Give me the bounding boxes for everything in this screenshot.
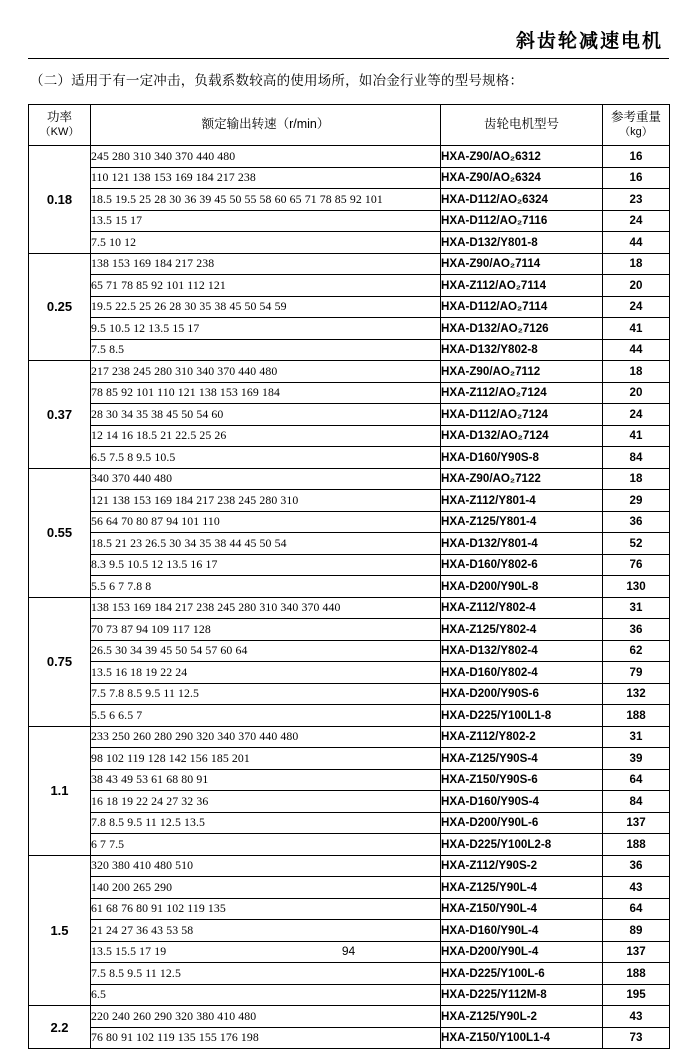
weight-cell: 24 <box>603 296 670 318</box>
weight-cell: 137 <box>603 941 670 963</box>
model-cell: HXA-Z112/Y801-4 <box>441 490 603 512</box>
speed-cell: 138 153 169 184 217 238 <box>91 253 441 275</box>
model-cell: HXA-Z90/AO₂7112 <box>441 361 603 383</box>
model-cell: HXA-Z125/Y90L-4 <box>441 877 603 899</box>
table-header <box>29 105 670 146</box>
table-row <box>29 963 670 985</box>
weight-cell: 73 <box>603 1027 670 1049</box>
speed-cell: 9.5 10.5 12 13.5 15 17 <box>91 318 441 340</box>
speed-cell: 8.3 9.5 10.5 12 13.5 16 17 <box>91 554 441 576</box>
power-cell: 2.2 <box>29 1006 91 1049</box>
column-header-speed: 额定输出转速（r/min） <box>91 105 441 146</box>
table-row <box>29 812 670 834</box>
model-cell: HXA-D225/Y100L-6 <box>441 963 603 985</box>
model-cell: HXA-Z112/Y90S-2 <box>441 855 603 877</box>
model-cell: HXA-D160/Y90L-4 <box>441 920 603 942</box>
table-row <box>29 898 670 920</box>
table-row <box>29 511 670 533</box>
table-row <box>29 447 670 469</box>
weight-cell: 137 <box>603 812 670 834</box>
table-row <box>29 683 670 705</box>
model-cell: HXA-D200/Y90S-6 <box>441 683 603 705</box>
model-cell: HXA-D112/AO₂7124 <box>441 404 603 426</box>
speed-cell: 13.5 15.5 17 19 <box>91 941 441 963</box>
weight-cell: 89 <box>603 920 670 942</box>
table-row <box>29 318 670 340</box>
table-row <box>29 339 670 361</box>
speed-cell: 6.5 7.5 8 9.5 10.5 <box>91 447 441 469</box>
speed-cell: 7.5 7.8 8.5 9.5 11 12.5 <box>91 683 441 705</box>
column-header-weight <box>603 105 670 146</box>
speed-cell: 233 250 260 280 290 320 340 370 440 480 <box>91 726 441 748</box>
model-cell: HXA-Z112/AO₂7124 <box>441 382 603 404</box>
model-cell: HXA-Z125/Y802-4 <box>441 619 603 641</box>
model-cell: HXA-D112/AO₂7114 <box>441 296 603 318</box>
weight-cell: 24 <box>603 404 670 426</box>
weight-cell: 188 <box>603 963 670 985</box>
model-cell: HXA-D225/Y100L1-8 <box>441 705 603 727</box>
speed-cell: 38 43 49 53 61 68 80 91 <box>91 769 441 791</box>
table-row <box>29 232 670 254</box>
weight-cell: 130 <box>603 576 670 598</box>
speed-cell: 13.5 15 17 <box>91 210 441 232</box>
speed-cell: 5.5 6 7 7.8 8 <box>91 576 441 598</box>
speed-cell: 6 7 7.5 <box>91 834 441 856</box>
weight-cell: 20 <box>603 382 670 404</box>
speed-cell: 98 102 119 128 142 156 185 201 <box>91 748 441 770</box>
speed-cell: 138 153 169 184 217 238 245 280 310 340 370 440 <box>91 597 441 619</box>
weight-cell: 52 <box>603 533 670 555</box>
table-row <box>29 167 670 189</box>
table-row <box>29 275 670 297</box>
page-header-title: 斜齿轮减速电机 <box>515 31 663 52</box>
speed-cell: 7.5 10 12 <box>91 232 441 254</box>
column-header-weight-label: 参考重量 <box>610 110 661 125</box>
model-cell: HXA-Z90/AO₂6312 <box>441 146 603 168</box>
weight-cell: 44 <box>603 339 670 361</box>
speed-cell: 28 30 34 35 38 45 50 54 60 <box>91 404 441 426</box>
speed-cell: 26.5 30 34 39 45 50 54 57 60 64 <box>91 640 441 662</box>
speed-cell: 7.8 8.5 9.5 11 12.5 13.5 <box>91 812 441 834</box>
weight-cell: 31 <box>603 726 670 748</box>
model-cell: HXA-Z90/AO₂7122 <box>441 468 603 490</box>
model-cell: HXA-Z112/AO₂7114 <box>441 275 603 297</box>
speed-cell: 110 121 138 153 169 184 217 238 <box>91 167 441 189</box>
power-cell: 1.1 <box>29 726 91 855</box>
weight-cell: 43 <box>603 1006 670 1028</box>
table-row <box>29 146 670 168</box>
speed-cell: 21 24 27 36 43 53 58 <box>91 920 441 942</box>
model-cell: HXA-D132/Y801-4 <box>441 533 603 555</box>
column-header-power-unit: （KW） <box>39 125 80 138</box>
speed-cell: 5.5 6 6.5 7 <box>91 705 441 727</box>
table-row <box>29 404 670 426</box>
power-cell: 1.5 <box>29 855 91 1006</box>
weight-cell: 20 <box>603 275 670 297</box>
intro-paragraph: （二）适用于有一定冲击，负载系数较高的使用场所，如冶金行业等的型号规格： <box>30 73 524 88</box>
speed-cell: 16 18 19 22 24 27 32 36 <box>91 791 441 813</box>
model-cell: HXA-Z125/Y90L-2 <box>441 1006 603 1028</box>
model-cell: HXA-D132/AO₂7126 <box>441 318 603 340</box>
table-row <box>29 920 670 942</box>
model-cell: HXA-Z150/Y100L1-4 <box>441 1027 603 1049</box>
table-row <box>29 425 670 447</box>
weight-cell: 195 <box>603 984 670 1006</box>
power-cell: 0.37 <box>29 361 91 469</box>
table-row <box>29 554 670 576</box>
table-row <box>29 705 670 727</box>
speed-cell: 56 64 70 80 87 94 101 110 <box>91 511 441 533</box>
weight-cell: 79 <box>603 662 670 684</box>
table-row <box>29 984 670 1006</box>
table-row <box>29 877 670 899</box>
table-row <box>29 490 670 512</box>
speed-cell: 320 380 410 480 510 <box>91 855 441 877</box>
model-cell: HXA-Z90/AO₂6324 <box>441 167 603 189</box>
header-divider <box>28 58 669 59</box>
weight-cell: 84 <box>603 791 670 813</box>
table-header-row <box>29 105 670 146</box>
model-cell: HXA-D200/Y90L-4 <box>441 941 603 963</box>
weight-cell: 43 <box>603 877 670 899</box>
table-row <box>29 662 670 684</box>
weight-cell: 188 <box>603 705 670 727</box>
speed-cell: 70 73 87 94 109 117 128 <box>91 619 441 641</box>
speed-cell: 7.5 8.5 <box>91 339 441 361</box>
column-header-power-label: 功率 <box>46 110 72 125</box>
speed-cell: 121 138 153 169 184 217 238 245 280 310 <box>91 490 441 512</box>
model-cell: HXA-Z125/Y90S-4 <box>441 748 603 770</box>
model-cell: HXA-D112/AO₂7116 <box>441 210 603 232</box>
speed-cell: 18.5 21 23 26.5 30 34 35 38 44 45 50 54 <box>91 533 441 555</box>
weight-cell: 16 <box>603 146 670 168</box>
speed-cell: 12 14 16 18.5 21 22.5 25 26 <box>91 425 441 447</box>
model-cell: HXA-D160/Y802-6 <box>441 554 603 576</box>
weight-cell: 39 <box>603 748 670 770</box>
model-cell: HXA-D160/Y90S-8 <box>441 447 603 469</box>
column-header-power <box>29 105 91 146</box>
speed-cell: 245 280 310 340 370 440 480 <box>91 146 441 168</box>
table-row <box>29 468 670 490</box>
table-row <box>29 1006 670 1028</box>
speed-cell: 65 71 78 85 92 101 112 121 <box>91 275 441 297</box>
speed-cell: 217 238 245 280 310 340 370 440 480 <box>91 361 441 383</box>
speed-cell: 6.5 <box>91 984 441 1006</box>
speed-cell: 140 200 265 290 <box>91 877 441 899</box>
table-row <box>29 769 670 791</box>
model-cell: HXA-D132/AO₂7124 <box>441 425 603 447</box>
model-cell: HXA-D160/Y802-4 <box>441 662 603 684</box>
table-row <box>29 791 670 813</box>
table-row <box>29 576 670 598</box>
weight-cell: 41 <box>603 318 670 340</box>
model-cell: HXA-D132/Y802-4 <box>441 640 603 662</box>
specification-table <box>28 104 670 1049</box>
power-cell: 0.55 <box>29 468 91 597</box>
weight-cell: 23 <box>603 189 670 211</box>
power-cell: 0.25 <box>29 253 91 361</box>
column-header-model: 齿轮电机型号 <box>441 105 603 146</box>
weight-cell: 132 <box>603 683 670 705</box>
weight-cell: 16 <box>603 167 670 189</box>
weight-cell: 84 <box>603 447 670 469</box>
weight-cell: 76 <box>603 554 670 576</box>
power-cell: 0.75 <box>29 597 91 726</box>
table-row <box>29 640 670 662</box>
speed-cell: 7.5 8.5 9.5 11 12.5 <box>91 963 441 985</box>
weight-cell: 41 <box>603 425 670 447</box>
power-cell: 0.18 <box>29 146 91 254</box>
weight-cell: 18 <box>603 361 670 383</box>
weight-cell: 62 <box>603 640 670 662</box>
model-cell: HXA-Z150/Y90L-4 <box>441 898 603 920</box>
speed-cell: 76 80 91 102 119 135 155 176 198 <box>91 1027 441 1049</box>
table-row <box>29 597 670 619</box>
weight-cell: 24 <box>603 210 670 232</box>
weight-cell: 44 <box>603 232 670 254</box>
table-row <box>29 619 670 641</box>
page-number: 94 <box>341 944 356 958</box>
table-row <box>29 296 670 318</box>
model-cell: HXA-D200/Y90L-6 <box>441 812 603 834</box>
model-cell: HXA-D225/Y112M-8 <box>441 984 603 1006</box>
speed-cell: 78 85 92 101 110 121 138 153 169 184 <box>91 382 441 404</box>
model-cell: HXA-Z112/Y802-4 <box>441 597 603 619</box>
model-cell: HXA-D160/Y90S-4 <box>441 791 603 813</box>
table-row <box>29 361 670 383</box>
weight-cell: 36 <box>603 855 670 877</box>
weight-cell: 64 <box>603 898 670 920</box>
table-row <box>29 189 670 211</box>
speed-cell: 19.5 22.5 25 26 28 30 35 38 45 50 54 59 <box>91 296 441 318</box>
speed-cell: 61 68 76 80 91 102 119 135 <box>91 898 441 920</box>
weight-cell: 188 <box>603 834 670 856</box>
weight-cell: 29 <box>603 490 670 512</box>
weight-cell: 36 <box>603 619 670 641</box>
weight-cell: 64 <box>603 769 670 791</box>
weight-cell: 18 <box>603 253 670 275</box>
table-row <box>29 210 670 232</box>
model-cell: HXA-D132/Y801-8 <box>441 232 603 254</box>
weight-cell: 18 <box>603 468 670 490</box>
speed-cell: 340 370 440 480 <box>91 468 441 490</box>
table-body <box>29 146 670 1049</box>
table-row <box>29 834 670 856</box>
table-row <box>29 382 670 404</box>
model-cell: HXA-D112/AO₂6324 <box>441 189 603 211</box>
table-row <box>29 1027 670 1049</box>
model-cell: HXA-Z112/Y802-2 <box>441 726 603 748</box>
speed-cell: 18.5 19.5 25 28 30 36 39 45 50 55 58 60 65 71 78 85 92 101 <box>91 189 441 211</box>
model-cell: HXA-Z125/Y801-4 <box>441 511 603 533</box>
weight-cell: 36 <box>603 511 670 533</box>
table-row <box>29 748 670 770</box>
speed-cell: 13.5 16 18 19 22 24 <box>91 662 441 684</box>
model-cell: HXA-D225/Y100L2-8 <box>441 834 603 856</box>
table-row <box>29 726 670 748</box>
model-cell: HXA-Z150/Y90S-6 <box>441 769 603 791</box>
model-cell: HXA-D200/Y90L-8 <box>441 576 603 598</box>
model-cell: HXA-D132/Y802-8 <box>441 339 603 361</box>
column-header-weight-unit: （kg） <box>619 125 653 138</box>
weight-cell: 31 <box>603 597 670 619</box>
speed-cell: 220 240 260 290 320 380 410 480 <box>91 1006 441 1028</box>
table-row <box>29 533 670 555</box>
table-row <box>29 253 670 275</box>
model-cell: HXA-Z90/AO₂7114 <box>441 253 603 275</box>
table-row <box>29 855 670 877</box>
